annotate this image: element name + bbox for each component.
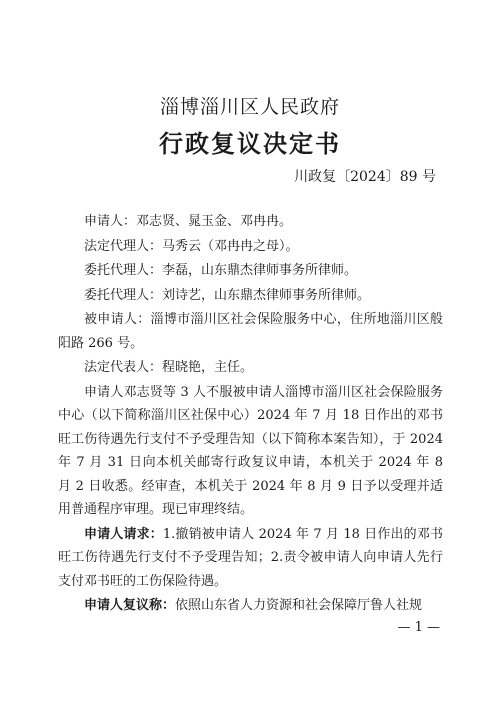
entrusted-agent-paragraph: 委托代理人：李磊，山东鼎杰律师事务所律师。 [84, 263, 358, 278]
document-body [58, 210, 443, 618]
request-text: 1.撤销被申请人 2024 年 7 月 18 日作出的邓书旺工伤待遇先行支付不予受理告知；2.责令被申请人向申请人先行支付邓书旺的工伤保险待遇。 [58, 526, 443, 589]
page-number: — 1 — [397, 620, 440, 635]
claim-paragraph [58, 594, 443, 618]
request-label: 申请人请求： [84, 526, 163, 542]
entrusted-agent-paragraph: 委托代理人：刘诗艺，山东鼎杰律师事务所律师。 [84, 287, 371, 303]
applicant-paragraph: 申请人：邓志贤、晁玉金、邓冉冉。 [84, 214, 293, 229]
legal-representative-paragraph: 法定代表人：程晓艳，主任。 [84, 360, 254, 375]
document-title: 行政复议决定书 [159, 129, 341, 158]
claim-text: 依照山东省人力资源和社会保障厅鲁人社规 [175, 598, 423, 613]
respondent-paragraph: 被申请人：淄博市淄川区社会保险服务中心，住所地淄川区般阳路 266 号。 [58, 312, 443, 351]
claim-label: 申请人复议称： [84, 598, 176, 613]
request-paragraph [58, 523, 443, 594]
case-background-paragraph: 申请人邓志贤等 3 人不服被申请人淄博市淄川区社会保险服务中心（以下简称淄川区社保中心）2024 年 7 月 18 日作出的邓书旺工伤待遇先行支付不予受理告知（以下简称本案告知），于 2024 年 7 月 31 日向本机关邮寄行政复议申请，本机关于 2024 年 8 月 2 日收悉。经审查，本机关于 2024 年 8 月 9 日予以受理并适用普通程序审理。现已审理终结。 [58, 384, 443, 517]
document-number: 川政复〔2024〕89 号 [294, 169, 436, 185]
legal-agent-paragraph: 法定代理人：马秀云（邓冉冉之母）。 [84, 238, 299, 254]
issuing-organization: 淄博淄川区人民政府 [159, 96, 340, 118]
